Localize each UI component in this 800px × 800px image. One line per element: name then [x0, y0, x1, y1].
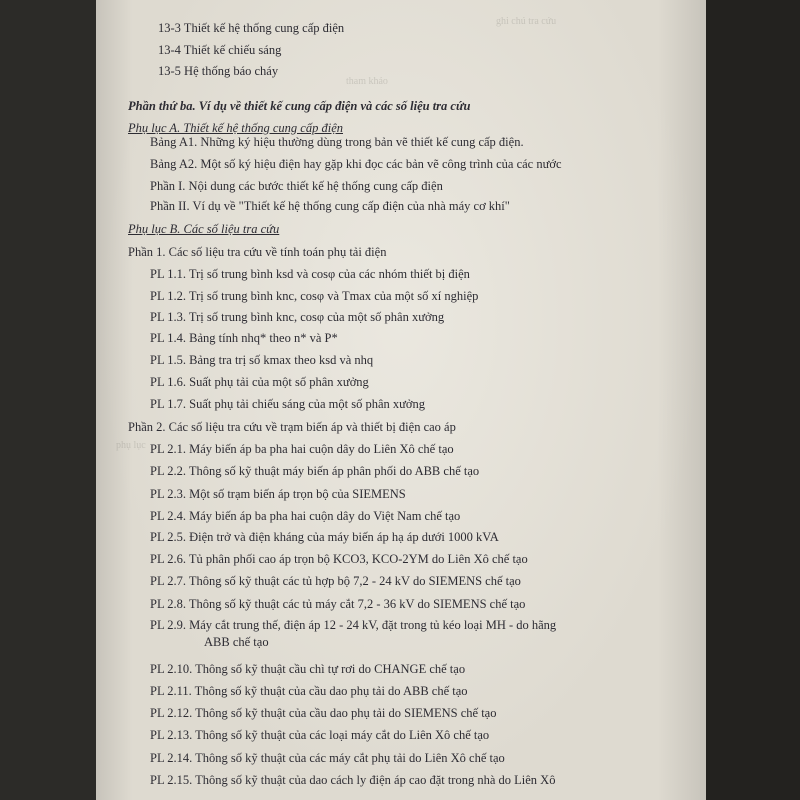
- toc-entry: PL 1.6. Suất phụ tải của một số phân xưởng: [150, 375, 369, 389]
- toc-entry: PL 1.5. Bảng tra trị số kmax theo ksd và nhq: [150, 353, 374, 367]
- toc-entry: Phần 2. Các số liệu tra cứu về trạm biến áp và thiết bị điện cao áp: [128, 420, 456, 434]
- toc-entry: 13-3 Thiết kế hệ thống cung cấp điện: [158, 21, 345, 35]
- toc-entry: ABB chế tạo: [204, 635, 269, 649]
- toc-entry: PL 2.15. Thông số kỹ thuật của dao cách ly điện áp cao đặt trong nhà do Liên Xô: [150, 773, 556, 787]
- appendix-heading: Phụ lục B. Các số liệu tra cứu: [128, 222, 280, 236]
- toc-entry: PL 2.3. Một số trạm biến áp trọn bộ của SIEMENS: [150, 487, 406, 501]
- toc-entry: PL 1.3. Trị số trung bình knc, cosφ của một số phân xưởng: [150, 310, 445, 324]
- toc-entry: Phần II. Ví dụ về "Thiết kế hệ thống cung cấp điện của nhà máy cơ khí": [150, 199, 510, 213]
- toc-entry: Bảng A2. Một số ký hiệu điện hay gặp khi đọc các bản vẽ công trình của các nước: [150, 157, 562, 171]
- toc-entry: Phần 1. Các số liệu tra cứu về tính toán phụ tải điện: [128, 245, 387, 259]
- toc-entry: 13-5 Hệ thống báo cháy: [158, 64, 279, 78]
- toc-entry: PL 2.5. Điện trở và điện kháng của máy biến áp hạ áp dưới 1000 kVA: [150, 530, 499, 544]
- toc-entry: PL 2.4. Máy biến áp ba pha hai cuộn dây do Việt Nam chế tạo: [150, 509, 461, 523]
- toc-entry: PL 2.9. Máy cắt trung thế, điện áp 12 - 24 kV, đặt trong tủ kéo loại MH - do hãng: [150, 618, 557, 632]
- toc-entry: Phần I. Nội dung các bước thiết kế hệ thống cung cấp điện: [150, 179, 443, 193]
- toc-entry: PL 1.2. Trị số trung bình knc, cosφ và Tmax của một số xí nghiệp: [150, 289, 479, 303]
- toc-entry: PL 2.1. Máy biến áp ba pha hai cuộn dây do Liên Xô chế tạo: [150, 442, 454, 456]
- toc-entry: PL 1.7. Suất phụ tải chiếu sáng của một số phân xưởng: [150, 397, 426, 411]
- bleed-through-text: tham khảo: [346, 76, 388, 87]
- toc-entry: PL 2.12. Thông số kỹ thuật của cầu dao phụ tải do SIEMENS chế tạo: [150, 706, 497, 720]
- bleed-through-text: ghi chú tra cứu: [496, 16, 557, 27]
- appendix-heading: Phụ lục A. Thiết kế hệ thống cung cấp điện: [128, 121, 343, 135]
- toc-entry: PL 2.10. Thông số kỹ thuật cầu chì tự rơi do CHANGE chế tạo: [150, 662, 466, 676]
- toc-entry: PL 1.4. Bảng tính nhq* theo n* và P*: [150, 331, 338, 345]
- toc-entry: 13-4 Thiết kế chiếu sáng: [158, 43, 282, 57]
- toc-entry: PL 2.8. Thông số kỹ thuật các tủ máy cắt 7,2 - 36 kV do SIEMENS chế tạo: [150, 597, 526, 611]
- toc-entry: PL 2.13. Thông số kỹ thuật của các loại máy cắt do Liên Xô chế tạo: [150, 728, 490, 742]
- toc-entry: Bảng A1. Những ký hiệu thường dùng trong bản vẽ thiết kế cung cấp điện.: [150, 135, 524, 149]
- toc-entry: PL 2.6. Tủ phân phối cao áp trọn bộ KCO3, KCO-2YM do Liên Xô chế tạo: [150, 552, 528, 566]
- toc-entry: PL 2.2. Thông số kỹ thuật máy biến áp phân phối do ABB chế tạo: [150, 464, 480, 478]
- bleed-through-text: phụ lục: [116, 440, 146, 451]
- toc-entry: PL 2.7. Thông số kỹ thuật các tủ hợp bộ 7,2 - 24 kV do SIEMENS chế tạo: [150, 574, 521, 588]
- book-page: [96, 0, 706, 800]
- toc-entry: PL 2.11. Thông số kỹ thuật của cầu dao phụ tải do ABB chế tạo: [150, 684, 468, 698]
- background-left: [0, 0, 96, 800]
- section-heading: Phần thứ ba. Ví dụ về thiết kế cung cấp điện và các số liệu tra cứu: [128, 99, 471, 113]
- background-right: [706, 0, 800, 800]
- toc-entry: PL 2.14. Thông số kỹ thuật của các máy cắt phụ tải do Liên Xô chế tạo: [150, 751, 505, 765]
- toc-entry: PL 1.1. Trị số trung bình ksd và cosφ của các nhóm thiết bị điện: [150, 267, 470, 281]
